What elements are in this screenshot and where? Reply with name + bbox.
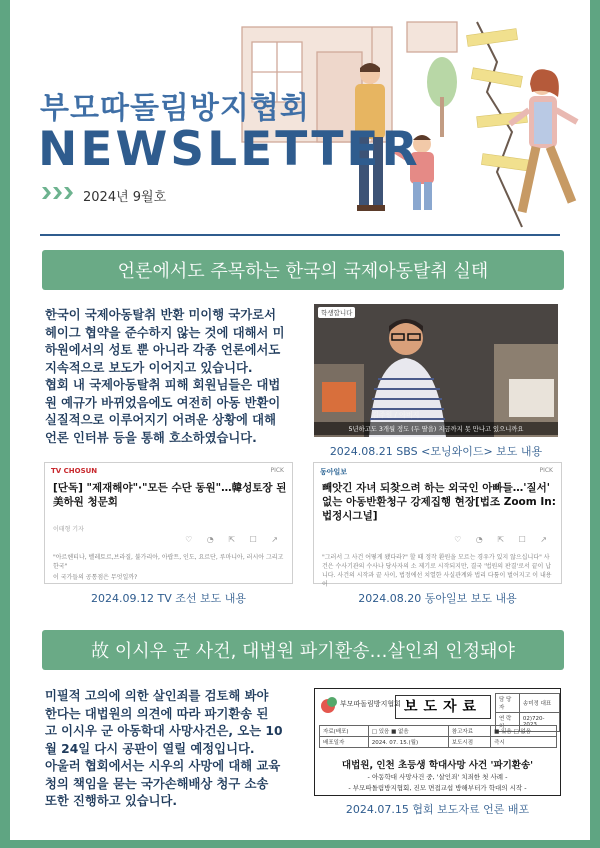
info-cell: □ 있음 ■ 없음 bbox=[368, 726, 448, 737]
info-cell: 즉시 bbox=[491, 737, 557, 748]
chevron-right-icon bbox=[42, 187, 51, 199]
clip-action-icons: ♡ ◔ ⇱ ☐ ↗ bbox=[185, 535, 284, 544]
org-title: 부모따돌림방지협회 bbox=[40, 91, 310, 126]
text-line: 미필적 고의에 의한 살인죄를 검토해 봐야 bbox=[45, 689, 269, 703]
text-line: 언론 인터뷰 등을 통해 호소하였습니다. bbox=[45, 430, 257, 445]
interview-scene bbox=[314, 304, 558, 437]
text-line: 헤이그 협약을 준수하지 않는 것에 대해서 미 bbox=[45, 325, 285, 340]
text-line: 한국이 국제아동탈취 반환 미이행 국가로서 bbox=[45, 308, 276, 322]
text-line: 아울러 협회에서는 시우의 사망에 대해 교육 bbox=[45, 759, 281, 773]
clip-headline: 빼앗긴 자녀 되찾으려 하는 외국인 아빠들…'질서' 없는 아동반환청구 강제집행 현장[법조 Zoom In: 법정시그널] bbox=[322, 482, 556, 522]
section1-paragraph bbox=[45, 307, 295, 447]
news-clip-tvchosun bbox=[44, 462, 293, 584]
clip-body: "아르헨티나, 벨레토르,브라질, 불가리아, 아랍트, 인도, 요르단, 루마니아, 러시아 그리고 한국" bbox=[53, 554, 284, 570]
chevron-right-icon bbox=[64, 187, 73, 199]
issue-date: 2024년 9월호 bbox=[83, 190, 167, 205]
info-cell: 자료(배포) bbox=[320, 726, 369, 737]
clip-pick: PICK bbox=[539, 467, 553, 474]
press-sub-1: - 아동학대 사망사건 중, '살인죄' 치죄한 첫 사례 - bbox=[367, 773, 508, 781]
news-clip-donga bbox=[313, 462, 562, 588]
phone-value: 02)720-2023 bbox=[519, 713, 559, 732]
press-caption: 2024.07.15 협회 보도자료 언론 배포 bbox=[345, 803, 530, 816]
text-line: 원 예규가 바뀌었음에도 여전히 아동 반환이 bbox=[45, 395, 281, 410]
text-line: 고 이시우 군 아동학대 사망사건은, 오는 10 bbox=[45, 724, 283, 738]
text-line: 월 24일 다시 공판이 열릴 예정입니다. bbox=[45, 741, 255, 756]
info-cell: 2024. 07. 15.(월) bbox=[368, 737, 448, 748]
info-cell: 배포일자 bbox=[320, 737, 369, 748]
photo-name-tag: 김주원 / 아버지 bbox=[372, 411, 420, 419]
info-cell: 참고자료 bbox=[448, 726, 490, 737]
clip-headline: [단독] "제재해야"·"모든 수단 동원"…韓성토장 된 美하원 청문회 bbox=[53, 482, 287, 508]
sbs-news-photo bbox=[314, 304, 558, 437]
clip-reporter: 이태형 기자 bbox=[53, 526, 84, 533]
section2-paragraph bbox=[45, 688, 295, 811]
clip-action-icons: ♡ ◔ ⇱ ☐ ↗ bbox=[454, 535, 553, 544]
info-cell: 보도시점 bbox=[448, 737, 490, 748]
photo-subtitle: 5년하고도 3개월 정도 (두 딸을) 지금까지 못 만나고 있으니까요 bbox=[314, 422, 558, 435]
section2-banner: 故 이시우 군 사건, 대법원 파기환송…살인죄 인정돼야 bbox=[42, 630, 564, 670]
text-line: 실질적으로 이루어지기 어려운 상황에 대해 bbox=[45, 413, 276, 427]
section1-banner: 언론에서도 주목하는 한국의 국제아동탈취 실태 bbox=[42, 250, 564, 290]
chevron-icons bbox=[42, 187, 73, 199]
photo-badge: 학생합니다 bbox=[318, 307, 355, 318]
text-line: 한다는 대법원의 의견에 따라 파기환송 된 bbox=[45, 706, 269, 721]
newsletter-title: NEWSLETTER bbox=[38, 122, 421, 177]
press-title: 보도자료 bbox=[395, 695, 491, 719]
text-line: 지속적으로 보도가 이어지고 있습니다. bbox=[45, 360, 253, 375]
text-line: 협회 내 국제아동탈취 피해 회원님들은 대법 bbox=[45, 378, 281, 392]
chevron-right-icon bbox=[53, 187, 62, 199]
header-divider bbox=[40, 234, 560, 236]
photo-caption: 2024.08.21 SBS <모닝와이드> 보도 내용 bbox=[329, 445, 543, 458]
phone-label: 연 락 처 bbox=[496, 713, 520, 732]
clip-body-2: 이 국가들의 공통점은 무엇일까? bbox=[53, 574, 138, 581]
clip-body: "그러서 그 사건 어떻게 됐다라?" 할 때 정작 환원을 모르는 경우가 있지 않으십니다" 사건은 수사기관의 수사나 당사자의 소 제기로 시작되지만, 결국 '법원의 판결'로서 끝이 납니다. 사건의 시작과 끝 사이, 법정에선 치열한 사실관계와 법리 다툼이 벌어지고 이 내용이 bbox=[322, 554, 552, 588]
clip-pick: PICK bbox=[270, 467, 284, 474]
press-release bbox=[314, 688, 561, 796]
info-cell: ■ 있음 □ 없음 bbox=[491, 726, 557, 737]
clip-source: TV CHOSUN bbox=[51, 467, 98, 475]
contact-value: 송미정 대표 bbox=[519, 694, 559, 713]
text-line: 청의 책임을 묻는 국가손해배상 청구 소송 bbox=[45, 776, 269, 791]
org-logo-accent bbox=[327, 697, 337, 707]
clip-source: 동아일보 bbox=[320, 468, 348, 476]
text-line: 또한 진행하고 있습니다. bbox=[45, 794, 178, 808]
text-line: 하원에서의 성토 뿐 아니라 각종 언론에서도 bbox=[45, 343, 281, 357]
press-org: 부모따돌림방지협회 bbox=[340, 700, 401, 708]
press-headline: 대법원, 인천 초등생 학대사망 사건 '파기환송' bbox=[341, 760, 534, 771]
clip1-caption: 2024.09.12 TV 조선 보도 내용 bbox=[91, 592, 246, 605]
press-sub-2: - 부모따돌림방지협회, 진모 면접교섭 방해부터가 학대의 시작 - bbox=[348, 784, 527, 792]
clip2-caption: 2024.08.20 동아일보 보도 내용 bbox=[358, 592, 517, 605]
contact-label: 담 당 자 bbox=[496, 694, 520, 713]
press-info-table bbox=[319, 725, 557, 748]
